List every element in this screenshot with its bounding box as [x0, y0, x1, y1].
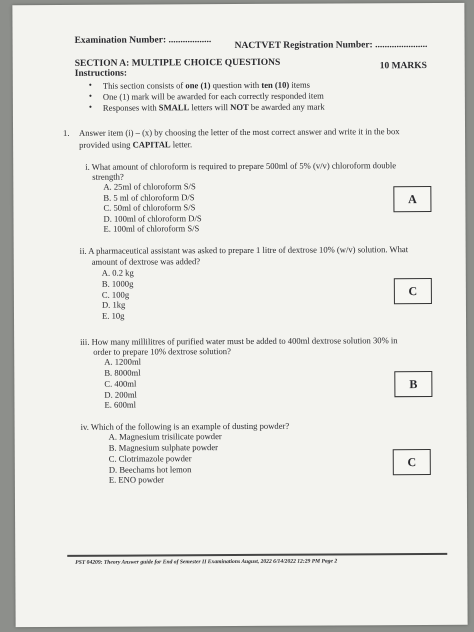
option: B. 5 ml of chloroform D/S: [103, 192, 195, 203]
option: D. 200ml: [104, 389, 137, 400]
option: C. 50ml of chloroform S/S: [103, 202, 196, 213]
option: C. 400ml: [104, 378, 137, 389]
item-stem-cont: order to prepare 10% dextrose solution?: [93, 346, 231, 357]
registration-number-label: NACTVET Registration Number: ......................: [234, 40, 428, 52]
instruction-item: Responses with SMALL letters will NOT be awarded any mark: [102, 101, 325, 113]
item-stem: ii. A pharmaceutical assistant was asked to prepare 1 litre of dextrose 10% (w/v) solution. What: [79, 244, 409, 256]
answer-box[interactable]: C: [393, 449, 431, 475]
instruction-item: One (1) mark will be awarded for each correctly responded item: [102, 90, 324, 102]
option: D. 100ml of chloroform D/S: [103, 213, 202, 224]
item-stem-cont: strength?: [92, 171, 124, 182]
option: D. Beechams hot lemon: [108, 464, 192, 475]
bullet-icon: •: [88, 90, 93, 101]
option: E. ENO powder: [108, 474, 165, 485]
option: B. 1000g: [101, 278, 134, 289]
option: C. 100g: [101, 289, 130, 300]
instruction-item: This section consists of one (1) question with ten (10) items: [102, 79, 311, 91]
option: E. 600ml: [104, 399, 137, 410]
item-stem-cont: amount of dextrose was added?: [91, 256, 201, 267]
option: E. 10g: [101, 310, 125, 321]
item-stem: iii. How many millilitres of purified water must be added to 400ml dextrose solution 30% in: [80, 335, 398, 347]
footer-rule: [67, 553, 447, 557]
option: D. 1kg: [101, 299, 126, 310]
answer-box[interactable]: B: [394, 371, 432, 397]
question-instruction-line2: provided using CAPITAL letter.: [79, 139, 193, 150]
section-marks: 10 MARKS: [379, 61, 427, 72]
option: E. 100ml of chloroform S/S: [103, 223, 200, 234]
exam-number-label: Examination Number: ..................: [74, 35, 212, 46]
question-instruction-line1: Answer item (i) – (x) by choosing the letter of the most correct answer and write it in the box: [79, 126, 400, 138]
bullet-icon: •: [88, 101, 93, 112]
bullet-icon: •: [88, 79, 92, 90]
option: C. Clotrimazole powder: [108, 453, 192, 464]
option: A. 1200ml: [104, 356, 142, 367]
option: A. 0.2 kg: [101, 267, 134, 278]
question-number: 1.: [63, 127, 70, 138]
item-stem: i. What amount of chloroform is required to prepare 500ml of 5% (v/v) chloroform double: [85, 160, 397, 172]
instructions-label: Instructions:: [74, 68, 128, 79]
option: B. 8000ml: [104, 367, 141, 378]
answer-box[interactable]: A: [393, 186, 431, 212]
section-title: SECTION A: MULTIPLE CHOICE QUESTIONS: [74, 57, 281, 69]
answer-box[interactable]: C: [394, 278, 432, 304]
page-footer: PST 04209: Theory Answer guide for End of Semester II Examinations August, 2022 6/14/2022 12:29 PM Page 2: [75, 558, 338, 566]
exam-page: [12, 3, 467, 627]
option: B. Magnesium sulphate powder: [108, 442, 219, 453]
option: A. 25ml of chloroform S/S: [103, 181, 196, 192]
option: A. Magnesium trisilicate powder: [108, 431, 222, 442]
item-stem: iv. Which of the following is an example of dusting powder?: [80, 420, 290, 432]
